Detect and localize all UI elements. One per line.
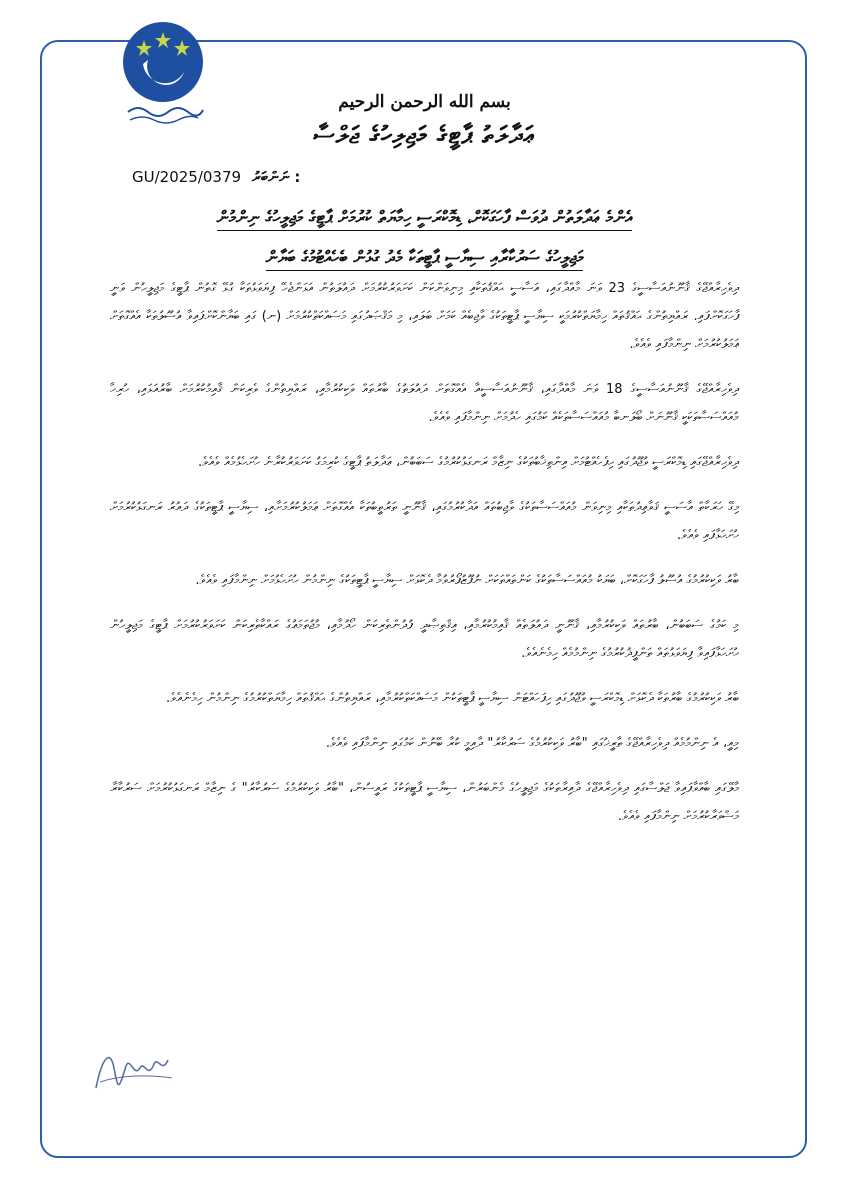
- paragraph: މި ކަމުގެ ސަބަބުން، ބާރުތައް ވަކިކުރުމާއި، ޤާނޫނީ ދައުލަތެއް ޤާއިމުކުރުމާއި، އިޤްތިޞާދީ ފުދުންތެރިކަން ހޯދުމާއި، މުޖުތަމަޢުގެ ރައްކާތެރިކަން ކަށަވަރުކުރުމަށް ޕާޓީގެ މަޖިލީހުން ހުށަހަޅާފައިވާ ފިޔަވަޅުތައް ތަންފީޛުކުރުމުގެ ނިންމުމެއް ހިމެނެއެވެ.: [110, 618, 739, 661]
- paragraph: މިއީ، އެ ނިންމުމެއް ދިވެހިރާއްޖޭގެ ތާރީޚުގައި "ބާރު ވަކިކުރުމުގެ ސަރުކާރު" ދާއިމީ ކުރާ ބޭނުން ކަމުގައި ނިންމާފައި ވެއެވެ.: [325, 736, 739, 751]
- paragraph: ބާރު ވަކިކުރުމުގެ ބާރުތަކާ ދެކޮޅަށް ޑިމޮކްރަސީ ވުޖޫދުގައި ހިފަހައްޓަން ސިޔާސީ ޕާޓީތަކުން މަސައްކަތްކުރުމާއި، ރައްޔިތުންގެ ޙައްޤުތައް ހިމާޔަތްކުރުމުގެ ނިންމުން ހިމެނެއެވެ.: [166, 691, 739, 706]
- paragraph: ދިވެހިރާއްޖޭގެ ޤާނޫނުއަސާސީގެ 18 ވަނަ މާއްދާގައި، ޤާނޫނުއަސާސީއާ އެއްގޮތަށް ދައުލަތުގެ ބާރުތައް ވަކިކުރުމާއި، ރައްޔިތުންގެ ވެރިކަން ޤާއިމުކުރުމަށް ބާރުއަޅައި، ހުރިހާ މުއައްސަސާތަކަކީ ޤާނޫނަށް ބޯލަނބާ މުއައްސަސާތަކެއް ކަމުގައި ހެދުމަށް ނިންމާފައި ވެއެވެ.: [110, 382, 739, 425]
- paragraph: މިގޭ ހަރަކާތް އާސަސީ ޤަވާޢިދުތަކާއި މިނިވަން މުއައްސަސާތަކުގެ ވާޖިބުތައް އަދާކުރުމުގައި، ޤާނޫނީ ތަރުތީބުތަކާ އެއްގޮތަށް ޢަމަލުކުރުމަށާއި، ސިޔާސީ ޕާޓީތަކުގެ ދައުރު ރަނގަޅުކުރުމަށް ހުށަހަޅާފައި ވެއެވެ.: [110, 500, 739, 543]
- document-headline: [110, 198, 739, 278]
- headline-line-2: މަޖިލީހުގެ ސަރުކާރާއި ސިޔާސީ ޕާޓީތަކާ މެދު ގުޅުން ބެހެއްޓުމުގެ ބަޔާން: [266, 248, 584, 271]
- organization-name: ޢަދާލަތު ޕާޓީގެ މަޖިލިހުގެ ޖަލްސާ: [313, 120, 536, 149]
- bismillah-text: بسم الله الرحمن الرحيم: [338, 92, 511, 112]
- reference-number: GU/2025/0379: [132, 168, 242, 186]
- paragraph: ބާރު ވަކިކުރުމުގެ އުސޫލު ފާހަގަކޮށް، ބަޔަކު މުއައްސަސާތަކުގެ ކަންތައްތަކަށް ނުފޫޒުފޯރުވުމާ ދެކޮޅަށް ސިޔާސީ ޕާޓީތަކުގެ ނިންމުން ހުށަހެޅުމަށް ނިންމާފައި ވެއެވެ.: [195, 573, 739, 588]
- headline-line-1: އެންމެ ޢަދާލަތުން ދުވަސް ފާހަގަކޮށް، ޑިމޮކްރަސީ ހިމާޔަތް ކުރުމަށް ޕާޓީގެ މަޖިލީހުގެ ނިންމުން: [217, 208, 633, 231]
- paragraph: ދިވެހިރާއްޖޭގެ ޤާނޫނުއަސާސީގެ 23 ވަނަ މާއްދާގައި، އަސާސީ ޙައްޤުތަކާއި މިނިވަންކަން ކަށަވަރުކުރުމަށް ދައުލަތުން އަޅަންޖެހޭ ފިޔަވަޅުތަކާ ގުޅޭ ގޮތުން ޕާޓީގެ މަޖިލީހުން ވަނީ ފާހަގަކޮށްފައި. ރައްޔިތުންގެ ޙައްޤުތައް ހިމާޔަތްކުރުމަކީ ސިޔާސީ ޕާޓީތަކުގެ ވާޖިބެއް ކަމަށް ބަލައި، މި މަޤްޞަދުގައި މަސައްކަތްކުރުމަށް (ނ) ގައި ބަޔާންކޮށްފައިވާ އުސޫލުތަކާ އެއްގޮތަށް ޢަމަލުކުރުމަށް ނިންމާފައި ވެއެވެ.: [110, 281, 739, 352]
- party-logo-icon: [118, 20, 208, 130]
- signature-icon: [88, 1038, 178, 1098]
- document-body: [110, 275, 739, 848]
- reference-line: [132, 168, 300, 186]
- paragraph: މާލޭގައި ބާއްވާފައިވާ ޖަލްސާގައި ދިވެހިރާއްޖޭގެ ދާއިރާތަކުގެ މަޖިލީހުގެ މެންބަރުން، ސިޔާސީ ޕާޓީތަކުގެ ރައީސުން، "ބާރު ވަކިކުރުމުގެ ސަރުކާރު" ގެ ނިޒާމް ރަނގަޅުކުރުމަށް ސަރުކާރާ މަޝްވަރާކުރުމަށް ނިންމާފައި ވެއެވެ.: [110, 781, 739, 824]
- reference-label: ނަންބަރު :: [251, 168, 301, 186]
- paragraph: ދިވެހިރާއްޖޭގައި ޑިމޮކްރަސީ ވުޖޫދުގައި ހިފެހެއްޓުމަށް އިންތިޚާބުތަކުގެ ނިޒާމް ރަނގަޅުކުރުމުގެ ސަބަބުން، ޢަދާލަތު ޕާޓީގެ ކުރިމަގު ކަށަވަރުކުރާނެ ހުށަހެޅުމެއް ވެއެވެ.: [197, 455, 739, 470]
